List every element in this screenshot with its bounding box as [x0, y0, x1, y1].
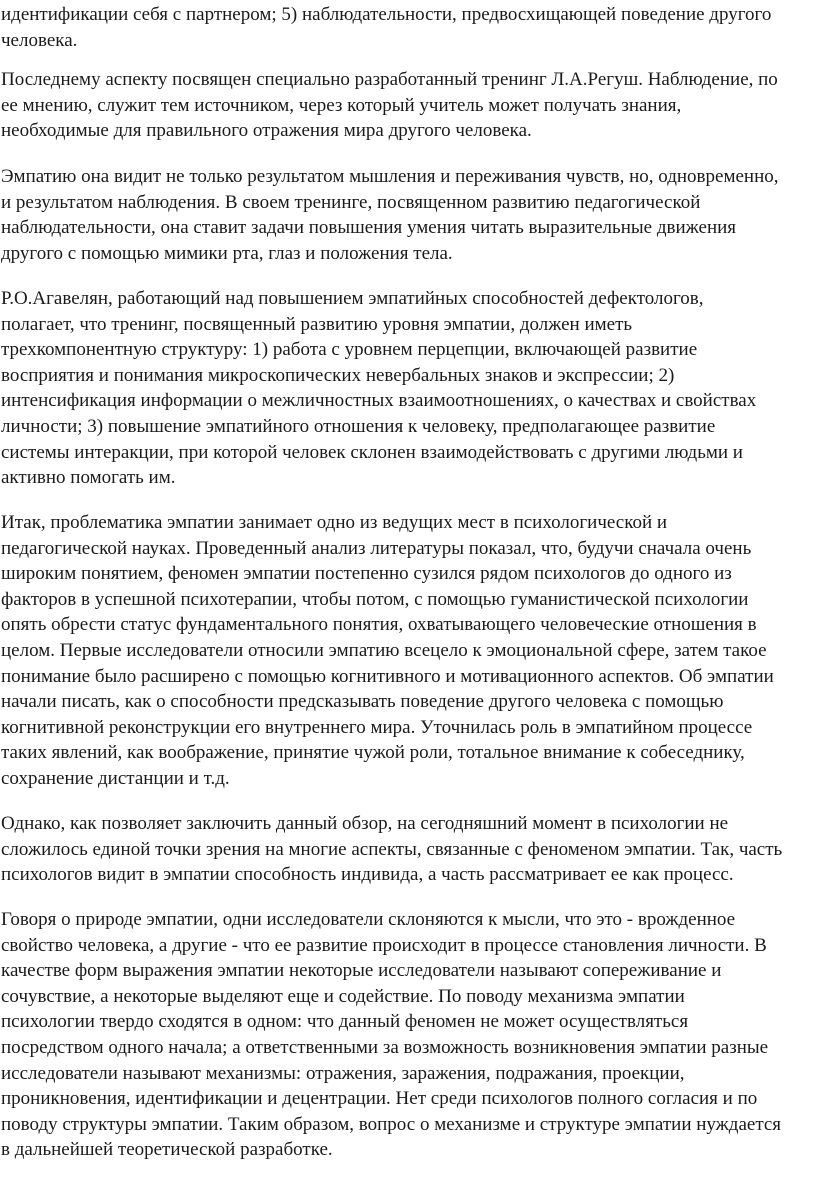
- text-line: системы интеракции, при которой человек склонен взаимодействовать с другими людьми и: [1, 441, 743, 463]
- paragraph-3: [1, 164, 779, 266]
- text-line: Говоря о природе эмпатии, одни исследователи склоняются к мысли, что это - врожденное: [1, 909, 736, 930]
- text-line: опять обрести статус фундаментального понятия, охватывающего человеческие отношения в: [1, 614, 757, 636]
- text-line: в дальнейшей теоретической разработке.: [1, 1139, 333, 1161]
- paragraph-4: [1, 286, 756, 491]
- text-line: педагогической науках. Проведенный анализ литературы показал, что, будучи сначала очень: [1, 537, 752, 559]
- text-line: активно помогать им.: [1, 467, 176, 489]
- text-line: Последнему аспекту посвящен специально разработанный тренинг Л.А.Регуш. Наблюдение, по: [1, 69, 778, 90]
- text-line: восприятия и понимания микроскопических невербальных знаков и экспрессии; 2): [1, 364, 675, 386]
- paragraph-2: [1, 67, 778, 144]
- text-line: посредством одного начала; а ответственными за возможность возникновения эмпатии разные: [1, 1036, 769, 1058]
- text-line: трехкомпонентную структуру: 1) работа с уровнем перцепции, включающей развитие: [1, 339, 698, 361]
- text-line: проникновения, идентификации и децентрации. Нет среди психологов полного согласия и по: [1, 1088, 758, 1110]
- text-line: понимание было расширено с помощью когнитивного и мотивационного аспектов. Об эмпатии: [1, 665, 774, 687]
- text-line: качестве форм выражения эмпатии некоторые исследователи называют сопереживание и: [1, 960, 722, 982]
- text-line: личности; 3) повышение эмпатийного отношения к человеку, предполагающее развитие: [1, 415, 716, 437]
- text-line: таких явлений, как воображение, принятие чужой роли, тотальное внимание к собеседнику,: [1, 742, 745, 764]
- text-line: другого с помощью мимики рта, глаз и положения тела.: [1, 242, 453, 264]
- text-line: Р.О.Агавелян, работающий над повышением эмпатийных способностей дефектологов,: [1, 288, 704, 309]
- text-line: широким понятием, феномен эмпатии постепенно сузился рядом психологов до одного из: [1, 563, 732, 585]
- text-line: интенсификация информации о межличностных взаимоотношениях, о качествах и свойствах: [1, 390, 757, 412]
- text-line: Итак, проблематика эмпатии занимает одно из ведущих мест в психологической и: [1, 512, 668, 533]
- text-line: исследователи называют механизмы: отражения, заражения, подражания, проекции,: [1, 1062, 685, 1084]
- text-line: начали писать, как о способности предсказывать поведение другого человека с помощью: [1, 691, 724, 713]
- paragraph-5: [1, 510, 774, 792]
- text-line: сочувствие, а некоторые выделяют еще и содействие. По поводу механизма эмпатии: [1, 985, 685, 1007]
- text-line: Однако, как позволяет заключить данный обзор, на сегодняшний момент в психологии не: [1, 813, 729, 834]
- paragraph-7: [1, 907, 781, 1163]
- text-line: целом. Первые исследователи относили эмпатию всецело к эмоциональной сфере, затем такое: [1, 639, 767, 661]
- text-line: и результатом наблюдения. В своем тренинге, посвященном развитию педагогической: [1, 191, 701, 213]
- text-line: ее мнению, служит тем источником, через который учитель может получать знания,: [1, 94, 682, 116]
- text-line: человека.: [1, 29, 78, 51]
- paragraph-1: [1, 2, 771, 53]
- text-line: полагает, что тренинг, посвященный развитию уровня эмпатии, должен иметь: [1, 313, 633, 335]
- text-line: факторов в успешной психотерапии, чтобы потом, с помощью гуманистической психологии: [1, 588, 749, 610]
- text-line: необходимые для правильного отражения мира другого человека.: [1, 120, 532, 142]
- text-line: психологии твердо сходятся в одном: что данный феномен не может осуществляться: [1, 1011, 689, 1033]
- text-line: свойство человека, а другие - что ее развитие происходит в процессе становления личности. В: [1, 934, 767, 956]
- text-line: сохранение дистанции и т.д.: [1, 767, 230, 789]
- text-line: Эмпатию она видит не только результатом мышления и переживания чувств, но, одновременно,: [1, 166, 779, 187]
- text-line: когнитивной реконструкции его внутреннего мира. Уточнилась роль в эмпатийном процессе: [1, 716, 753, 738]
- text-line: наблюдательности, она ставит задачи повышения умения читать выразительные движения: [1, 217, 737, 239]
- text-line: сложилось единой точки зрения на многие аспекты, связанные с феноменом эмпатии. Так, часть: [1, 838, 783, 860]
- paragraph-6: [1, 811, 782, 888]
- text-line: психологов видит в эмпатии способность индивида, а часть рассматривает ее как процесс.: [1, 864, 734, 886]
- text-line: поводу структуры эмпатии. Таким образом, вопрос о механизме и структуре эмпатии нуждается: [1, 1113, 782, 1135]
- text-line: идентификации себя с партнером; 5) наблюдательности, предвосхищающей поведение другого: [1, 4, 772, 25]
